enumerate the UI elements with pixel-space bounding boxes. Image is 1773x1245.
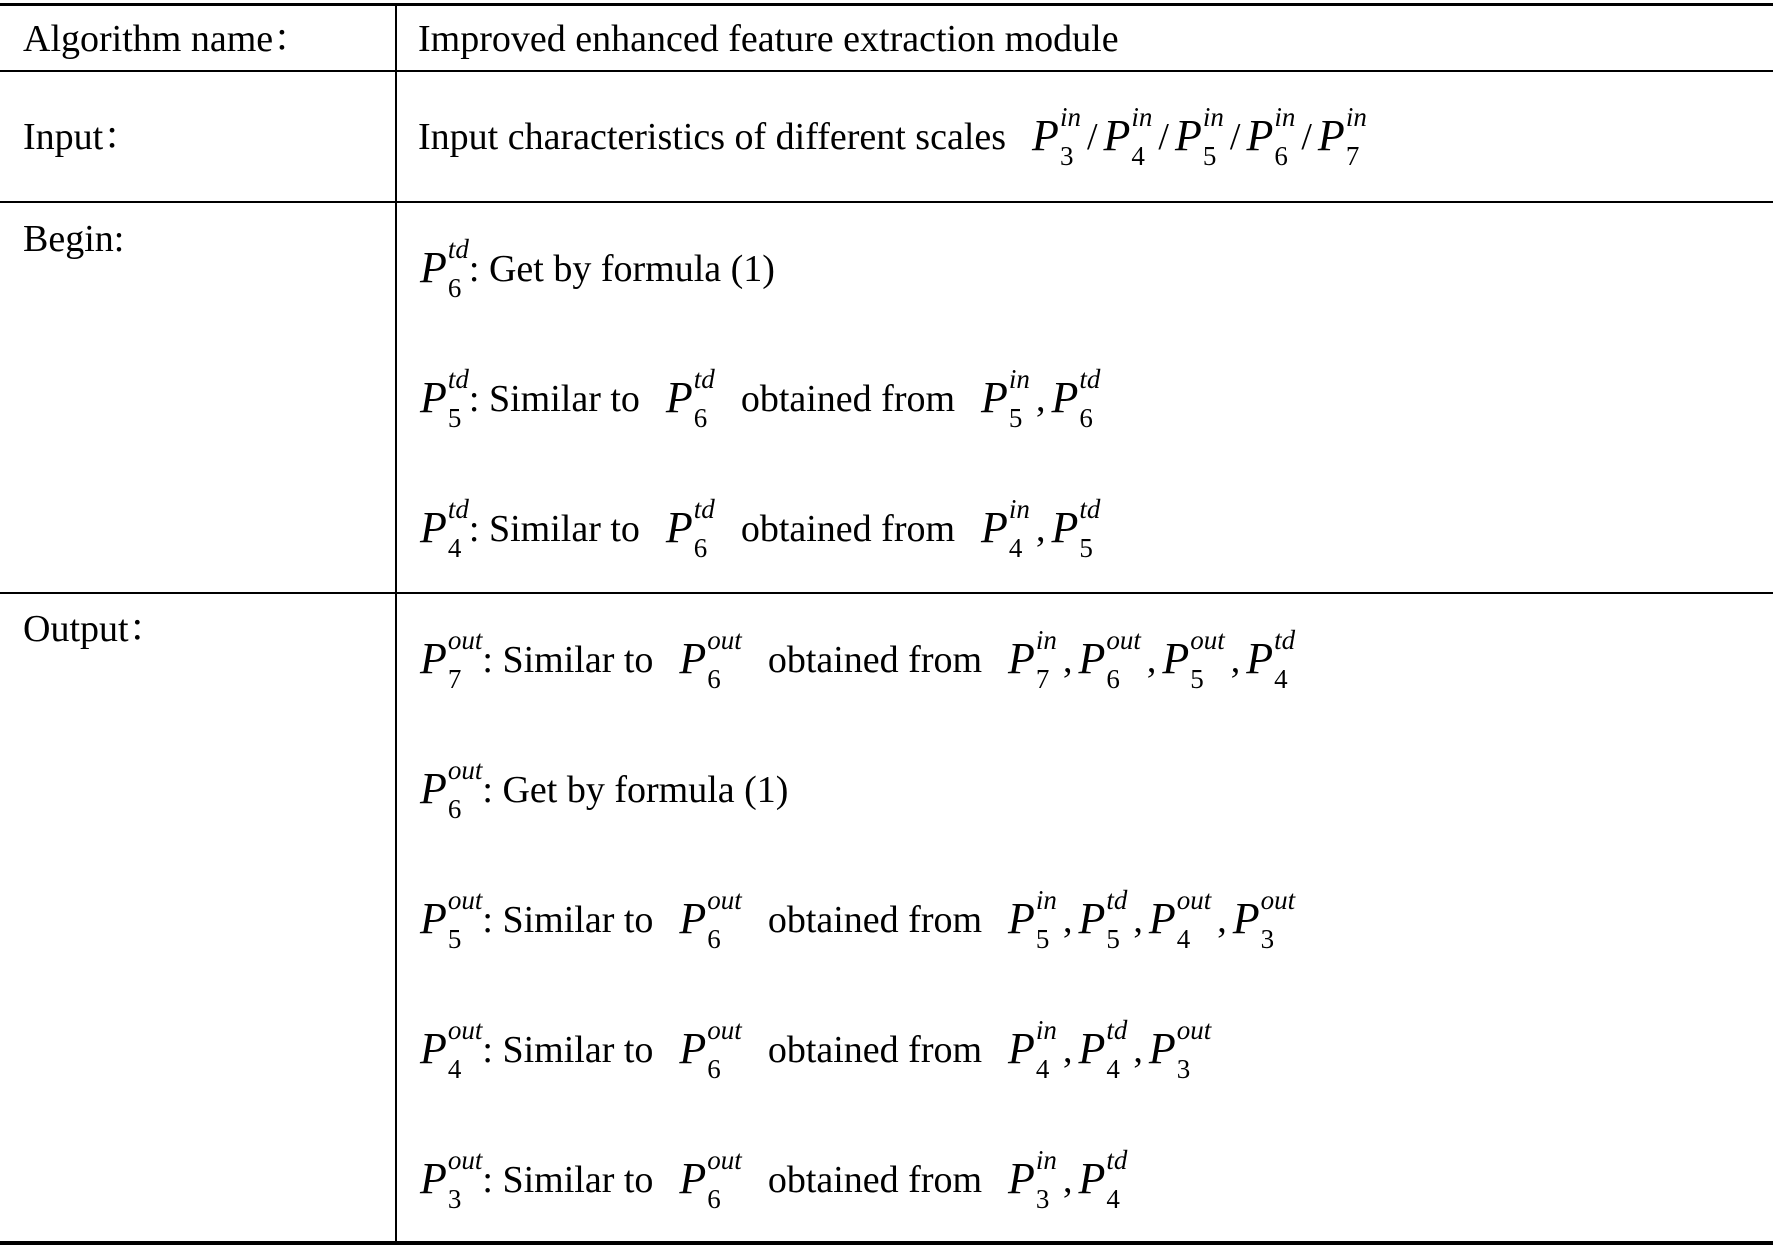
- symbol-superscript: out: [707, 1145, 742, 1175]
- step-line: [420, 1015, 1211, 1085]
- symbol-subscript: 6: [693, 533, 708, 563]
- source-symbol: [1051, 494, 1101, 563]
- symbol-base: P: [1148, 1024, 1176, 1073]
- symbol-subscript: 4: [447, 1054, 462, 1084]
- symbol-base: P: [1032, 111, 1059, 160]
- step-head-symbol: [420, 494, 469, 563]
- symbol-superscript: out: [1260, 885, 1296, 915]
- step-line: [420, 1145, 1127, 1215]
- symbol-superscript: out: [447, 1145, 483, 1175]
- source-symbol: [1008, 1145, 1057, 1214]
- symbol-subscript: 4: [1131, 141, 1145, 171]
- source-symbol: [1232, 885, 1296, 954]
- input-description: [418, 102, 1367, 172]
- reference-symbol: [665, 494, 715, 563]
- symbol-base: P: [1078, 894, 1106, 943]
- symbol-superscript: out: [447, 625, 483, 655]
- symbol-superscript: in: [1035, 885, 1057, 915]
- separator: /: [1086, 116, 1098, 158]
- symbol-superscript: in: [1035, 625, 1057, 655]
- similar-to-text: : Similar to: [468, 508, 640, 550]
- symbol-superscript: td: [1079, 494, 1101, 524]
- step-line: [420, 234, 775, 304]
- symbol-superscript: td: [1106, 1145, 1128, 1175]
- symbol-base: P: [420, 894, 447, 943]
- step-text: : Get by formula (1): [468, 248, 775, 290]
- symbol-subscript: 3: [1059, 141, 1074, 171]
- symbol-base: P: [1008, 1154, 1035, 1203]
- symbol-subscript: 7: [1345, 141, 1360, 171]
- symbol-subscript: 3: [1260, 924, 1275, 954]
- symbol-subscript: 6: [1079, 403, 1093, 433]
- symbol-superscript: in: [1008, 364, 1030, 394]
- reference-symbol: [679, 885, 742, 954]
- symbol-base: P: [420, 764, 447, 813]
- symbol-subscript: 6: [707, 924, 721, 954]
- row-divider: [0, 201, 1773, 203]
- separator: /: [1229, 116, 1241, 158]
- source-symbol: [1051, 364, 1101, 433]
- symbol-superscript: td: [1106, 1015, 1128, 1045]
- symbol-superscript: out: [1106, 625, 1141, 655]
- separator: ,: [1062, 1159, 1073, 1201]
- symbol-subscript: 6: [1274, 141, 1288, 171]
- symbol-base: P: [679, 894, 707, 943]
- symbol-superscript: out: [447, 885, 483, 915]
- algorithm-name-value: Improved enhanced feature extraction module: [418, 18, 1119, 60]
- symbol-subscript: 4: [1008, 533, 1023, 563]
- symbol-base: P: [679, 1154, 707, 1203]
- row-divider: [0, 70, 1773, 72]
- symbol-base: P: [420, 1024, 447, 1073]
- symbol-superscript: in: [1059, 102, 1081, 132]
- input-symbol: [1246, 102, 1296, 171]
- symbol-base: P: [420, 1154, 447, 1203]
- symbol-subscript: 6: [447, 794, 462, 824]
- symbol-superscript: out: [707, 885, 742, 915]
- input-symbol: [1032, 102, 1081, 171]
- symbol-superscript: in: [1202, 102, 1224, 132]
- similar-to-text: : Similar to: [482, 1029, 654, 1071]
- symbol-base: P: [420, 373, 447, 422]
- obtained-from-text: obtained from: [767, 639, 983, 681]
- symbol-subscript: 4: [1274, 664, 1288, 694]
- reference-symbol: [679, 625, 742, 694]
- separator: ,: [1062, 899, 1073, 941]
- symbol-subscript: 4: [1106, 1054, 1120, 1084]
- symbol-superscript: out: [1176, 1015, 1212, 1045]
- step-head-symbol: [420, 364, 469, 433]
- column-divider: [395, 4, 397, 1244]
- source-symbol: [1148, 885, 1212, 954]
- symbol-subscript: 5: [1008, 403, 1023, 433]
- obtained-from-text: obtained from: [767, 1159, 983, 1201]
- separator: ,: [1230, 639, 1241, 681]
- separator: /: [1158, 116, 1169, 158]
- symbol-base: P: [1246, 111, 1274, 160]
- source-symbol: [1078, 885, 1128, 954]
- symbol-base: P: [1174, 111, 1202, 160]
- symbol-superscript: out: [1190, 625, 1225, 655]
- symbol-superscript: in: [1035, 1015, 1057, 1045]
- reference-symbol: [665, 364, 715, 433]
- symbol-superscript: out: [707, 625, 742, 655]
- obtained-from-text: obtained from: [767, 899, 983, 941]
- separator: ,: [1146, 639, 1157, 681]
- step-head-symbol: [420, 1015, 483, 1084]
- step-head-symbol: [420, 755, 483, 824]
- symbol-subscript: 6: [707, 1184, 721, 1214]
- symbol-base: P: [1008, 894, 1035, 943]
- input-symbol: [1317, 102, 1367, 171]
- symbol-base: P: [665, 503, 693, 552]
- symbol-superscript: in: [1345, 102, 1367, 132]
- source-symbol: [1008, 1015, 1057, 1084]
- symbol-superscript: in: [1035, 1145, 1057, 1175]
- symbol-subscript: 3: [1176, 1054, 1191, 1084]
- symbol-superscript: out: [707, 1015, 742, 1045]
- source-symbol: [1162, 625, 1225, 694]
- input-text: Input characteristics of different scales: [418, 116, 1007, 158]
- source-symbol: [1078, 1015, 1128, 1084]
- symbol-base: P: [1008, 634, 1035, 683]
- symbol-subscript: 5: [1106, 924, 1120, 954]
- symbol-base: P: [1078, 1024, 1106, 1073]
- step-head-symbol: [420, 625, 483, 694]
- symbol-subscript: 6: [693, 403, 708, 433]
- symbol-subscript: 7: [447, 664, 462, 694]
- source-symbol: [1078, 1145, 1128, 1214]
- symbol-superscript: in: [1274, 102, 1296, 132]
- symbol-base: P: [1078, 634, 1106, 683]
- symbol-subscript: 6: [447, 273, 462, 303]
- source-symbol: [1246, 625, 1296, 694]
- source-symbol: [1148, 1015, 1212, 1084]
- separator: ,: [1217, 899, 1227, 941]
- source-symbol: [1008, 885, 1057, 954]
- separator: ,: [1035, 378, 1046, 420]
- symbol-subscript: 5: [447, 403, 462, 433]
- symbol-superscript: td: [1106, 885, 1128, 915]
- symbol-base: P: [665, 373, 693, 422]
- symbol-subscript: 5: [1202, 141, 1217, 171]
- symbol-superscript: td: [1079, 364, 1101, 394]
- symbol-subscript: 7: [1035, 664, 1050, 694]
- similar-to-text: : Similar to: [482, 639, 654, 681]
- table-bottom-border: [0, 1241, 1773, 1245]
- symbol-superscript: td: [693, 364, 715, 394]
- symbol-superscript: out: [447, 755, 483, 785]
- symbol-base: P: [1148, 894, 1176, 943]
- reference-symbol: [679, 1015, 742, 1084]
- symbol-superscript: td: [447, 234, 469, 264]
- row-divider: [0, 592, 1773, 594]
- step-line: [420, 494, 1100, 564]
- symbol-base: P: [1103, 111, 1131, 160]
- similar-to-text: : Similar to: [482, 899, 654, 941]
- symbol-subscript: 3: [1035, 1184, 1050, 1214]
- symbol-base: P: [981, 503, 1008, 552]
- symbol-superscript: in: [1131, 102, 1153, 132]
- symbol-subscript: 5: [1190, 664, 1204, 694]
- symbol-base: P: [1078, 1154, 1106, 1203]
- step-line: [420, 625, 1295, 695]
- symbol-base: P: [1232, 894, 1260, 943]
- source-symbol: [1008, 625, 1057, 694]
- symbol-base: P: [981, 373, 1008, 422]
- separator: ,: [1035, 508, 1046, 550]
- symbol-superscript: td: [1274, 625, 1296, 655]
- source-symbol: [981, 494, 1030, 563]
- symbol-base: P: [1008, 1024, 1035, 1073]
- input-label: Input：: [23, 116, 142, 158]
- symbol-base: P: [1051, 373, 1079, 422]
- similar-to-text: : Similar to: [468, 378, 640, 420]
- step-line: [420, 885, 1295, 955]
- symbol-base: P: [679, 634, 707, 683]
- step-head-symbol: [420, 885, 483, 954]
- symbol-superscript: td: [693, 494, 715, 524]
- step-head-symbol: [420, 234, 469, 303]
- step-line: [420, 364, 1100, 434]
- symbol-base: P: [420, 634, 447, 683]
- step-text: : Get by formula (1): [482, 769, 789, 811]
- output-label: Output：: [23, 608, 167, 650]
- symbol-superscript: in: [1008, 494, 1030, 524]
- table-top-border: [0, 3, 1773, 6]
- symbol-base: P: [1246, 634, 1274, 683]
- source-symbol: [981, 364, 1030, 433]
- symbol-subscript: 4: [447, 533, 462, 563]
- symbol-superscript: out: [1176, 885, 1212, 915]
- symbol-subscript: 6: [707, 1054, 721, 1084]
- symbol-base: P: [420, 503, 447, 552]
- symbol-base: P: [420, 243, 447, 292]
- symbol-subscript: 6: [707, 664, 721, 694]
- separator: /: [1301, 116, 1312, 158]
- similar-to-text: : Similar to: [482, 1159, 654, 1201]
- obtained-from-text: obtained from: [740, 378, 956, 420]
- symbol-subscript: 4: [1176, 924, 1191, 954]
- step-line: [420, 755, 788, 825]
- begin-label: Begin:: [23, 218, 125, 260]
- symbol-superscript: out: [447, 1015, 483, 1045]
- symbol-subscript: 3: [447, 1184, 462, 1214]
- symbol-base: P: [1317, 111, 1345, 160]
- input-symbol: [1174, 102, 1224, 171]
- separator: ,: [1062, 1029, 1073, 1071]
- symbol-superscript: td: [447, 494, 469, 524]
- input-symbol: [1103, 102, 1153, 171]
- reference-symbol: [679, 1145, 742, 1214]
- symbol-base: P: [1051, 503, 1079, 552]
- separator: ,: [1062, 639, 1073, 681]
- source-symbol: [1078, 625, 1141, 694]
- step-head-symbol: [420, 1145, 483, 1214]
- symbol-subscript: 6: [1106, 664, 1120, 694]
- obtained-from-text: obtained from: [740, 508, 956, 550]
- symbol-subscript: 5: [1035, 924, 1050, 954]
- symbol-base: P: [1162, 634, 1190, 683]
- separator: ,: [1133, 899, 1143, 941]
- symbol-subscript: 5: [447, 924, 462, 954]
- symbol-subscript: 4: [1106, 1184, 1120, 1214]
- algorithm-name-label: Algorithm name：: [23, 18, 312, 60]
- symbol-subscript: 4: [1035, 1054, 1050, 1084]
- separator: ,: [1133, 1029, 1143, 1071]
- symbol-superscript: td: [447, 364, 469, 394]
- symbol-base: P: [679, 1024, 707, 1073]
- symbol-subscript: 5: [1079, 533, 1093, 563]
- obtained-from-text: obtained from: [767, 1029, 983, 1071]
